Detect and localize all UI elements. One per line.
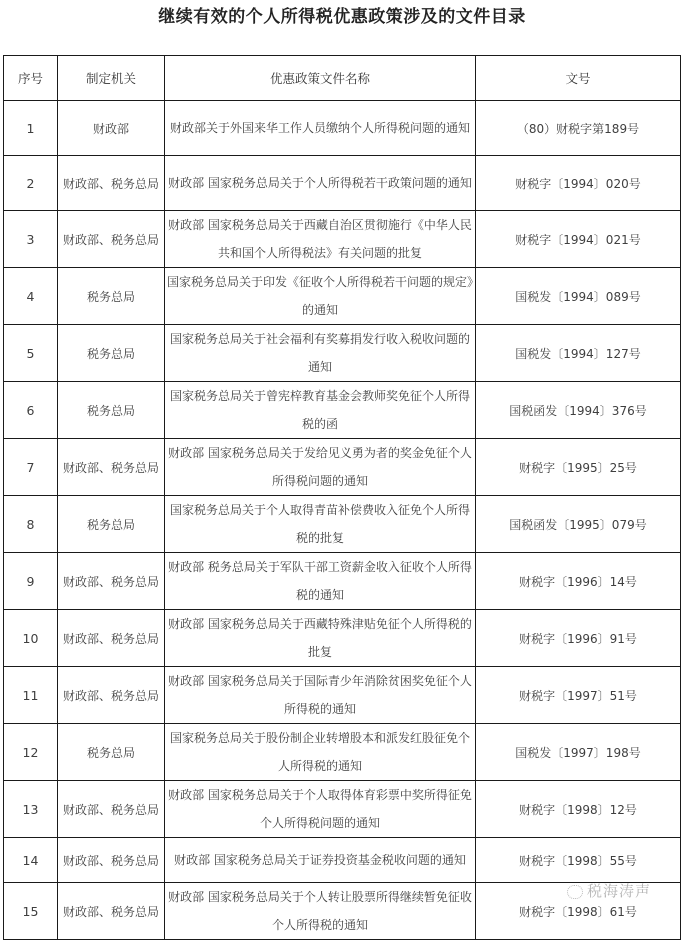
cell-org: 财政部 (58, 101, 165, 156)
cell-no: 11 (4, 667, 58, 724)
cell-org: 财政部、税务总局 (58, 211, 165, 268)
cell-name: 财政部 国家税务总局关于个人所得税若干政策问题的通知 (165, 156, 476, 211)
cell-name: 国家税务总局关于曾宪梓教育基金会教师奖免征个人所得税的函 (165, 382, 476, 439)
cell-code: 财税字〔1998〕12号 (476, 781, 681, 838)
cell-code: 财税字〔1998〕55号 (476, 838, 681, 883)
cell-name: 财政部 国家税务总局关于个人取得体育彩票中奖所得征免个人所得税问题的通知 (165, 781, 476, 838)
cell-name: 财政部 国家税务总局关于西藏自治区贯彻施行《中华人民共和国个人所得税法》有关问题的批复 (165, 211, 476, 268)
watermark (567, 880, 651, 901)
cell-name: 财政部 国家税务总局关于证券投资基金税收问题的通知 (165, 838, 476, 883)
cell-org: 财政部、税务总局 (58, 883, 165, 940)
table-row (4, 781, 681, 838)
cell-no: 7 (4, 439, 58, 496)
cell-org: 税务总局 (58, 268, 165, 325)
document-table (3, 55, 681, 940)
table-row (4, 268, 681, 325)
table-row (4, 382, 681, 439)
cell-org: 财政部、税务总局 (58, 667, 165, 724)
cell-no: 6 (4, 382, 58, 439)
cell-code: 财税字〔1998〕61号 (476, 883, 681, 940)
header-name: 优惠政策文件名称 (165, 56, 476, 101)
cell-name: 国家税务总局关于社会福利有奖募捐发行收入税收问题的通知 (165, 325, 476, 382)
cell-no: 15 (4, 883, 58, 940)
cell-no: 12 (4, 724, 58, 781)
cell-org: 税务总局 (58, 496, 165, 553)
cell-no: 9 (4, 553, 58, 610)
cell-no: 8 (4, 496, 58, 553)
table-row (4, 667, 681, 724)
cell-code: 财税字〔1996〕91号 (476, 610, 681, 667)
cell-org: 财政部、税务总局 (58, 781, 165, 838)
header-code: 文号 (476, 56, 681, 101)
watermark-text: 税海涛声 (587, 882, 652, 900)
cell-name: 财政部 税务总局关于军队干部工资薪金收入征收个人所得税的通知 (165, 553, 476, 610)
cell-name: 财政部 国家税务总局关于个人转让股票所得继续暂免征收个人所得税的通知 (165, 883, 476, 940)
cell-code: 国税发〔1994〕089号 (476, 268, 681, 325)
cell-org: 税务总局 (58, 724, 165, 781)
header-no: 序号 (4, 56, 58, 101)
cell-org: 财政部、税务总局 (58, 553, 165, 610)
cell-no: 13 (4, 781, 58, 838)
cell-code: （80）财税字第189号 (476, 101, 681, 156)
table-row (4, 838, 681, 883)
table-row (4, 496, 681, 553)
cell-code: 财税字〔1995〕25号 (476, 439, 681, 496)
cell-name: 财政部关于外国来华工作人员缴纳个人所得税问题的通知 (165, 101, 476, 156)
wechat-icon (567, 885, 583, 899)
cell-code: 国税函发〔1994〕376号 (476, 382, 681, 439)
table-row (4, 156, 681, 211)
table-row (4, 439, 681, 496)
cell-org: 财政部、税务总局 (58, 610, 165, 667)
table-row (4, 211, 681, 268)
table-row (4, 553, 681, 610)
cell-name: 财政部 国家税务总局关于西藏特殊津贴免征个人所得税的批复 (165, 610, 476, 667)
cell-code: 国税发〔1994〕127号 (476, 325, 681, 382)
cell-name: 国家税务总局关于股份制企业转增股本和派发红股征免个人所得税的通知 (165, 724, 476, 781)
table-row (4, 101, 681, 156)
cell-org: 财政部、税务总局 (58, 439, 165, 496)
cell-name: 国家税务总局关于印发《征收个人所得税若干问题的规定》的通知 (165, 268, 476, 325)
cell-name: 国家税务总局关于个人取得青苗补偿费收入征免个人所得税的批复 (165, 496, 476, 553)
cell-name: 财政部 国家税务总局关于发给见义勇为者的奖金免征个人所得税问题的通知 (165, 439, 476, 496)
table-row (4, 325, 681, 382)
cell-no: 1 (4, 101, 58, 156)
cell-org: 税务总局 (58, 325, 165, 382)
cell-code: 财税字〔1994〕021号 (476, 211, 681, 268)
cell-no: 3 (4, 211, 58, 268)
cell-no: 5 (4, 325, 58, 382)
cell-org: 财政部、税务总局 (58, 838, 165, 883)
header-org: 制定机关 (58, 56, 165, 101)
cell-code: 财税字〔1994〕020号 (476, 156, 681, 211)
cell-code: 国税函发〔1995〕079号 (476, 496, 681, 553)
cell-name: 财政部 国家税务总局关于国际青少年消除贫困奖免征个人所得税的通知 (165, 667, 476, 724)
cell-code: 财税字〔1997〕51号 (476, 667, 681, 724)
cell-org: 财政部、税务总局 (58, 156, 165, 211)
cell-code: 财税字〔1996〕14号 (476, 553, 681, 610)
cell-code: 国税发〔1997〕198号 (476, 724, 681, 781)
page-title: 继续有效的个人所得税优惠政策涉及的文件目录 (158, 7, 526, 27)
cell-no: 4 (4, 268, 58, 325)
table-row (4, 724, 681, 781)
table-row (4, 610, 681, 667)
cell-no: 10 (4, 610, 58, 667)
cell-no: 14 (4, 838, 58, 883)
cell-no: 2 (4, 156, 58, 211)
table-header-row (4, 56, 681, 101)
cell-org: 税务总局 (58, 382, 165, 439)
